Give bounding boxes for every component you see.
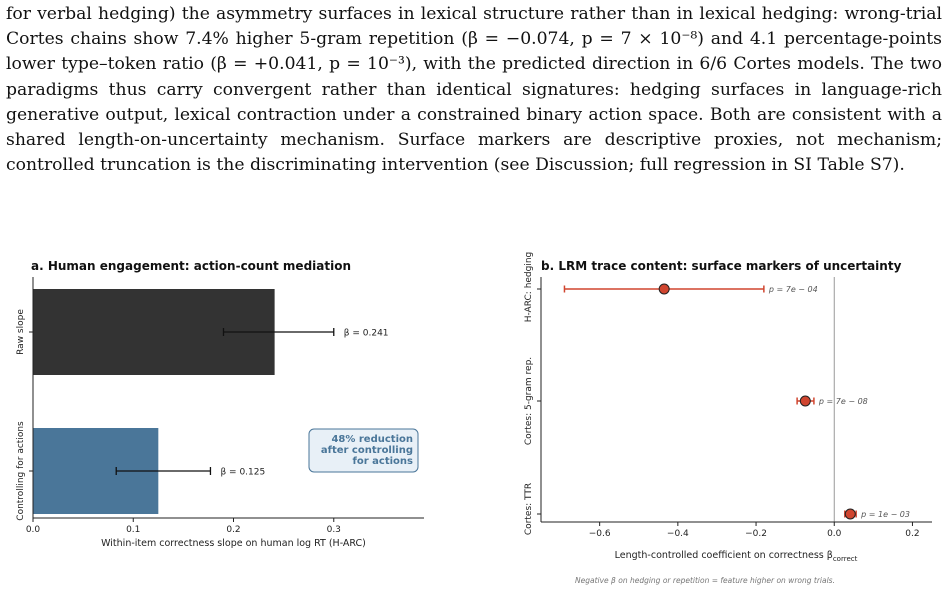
annotation-line-3: for actions: [352, 456, 413, 467]
x-tick-label-1: 0.0: [25, 525, 41, 535]
category-label-2: Cortes: 5-gram rep.: [524, 356, 534, 446]
category-label-3: Cortes: TTR: [524, 482, 534, 536]
x-tick-label-4: 0.0: [827, 529, 842, 539]
point-1: [659, 284, 669, 294]
point-3: [845, 509, 855, 519]
category-label-1: Raw slope: [16, 309, 26, 355]
annotation-line-2: after controlling: [320, 445, 413, 456]
x-tick-label-4: 0.3: [326, 525, 341, 535]
annotation-line-1: 48% reduction: [331, 434, 413, 445]
panel-b-footnote: Negative β on hedging or repetition = feature higher on wrong trials.: [575, 576, 835, 585]
x-tick-label-1: −0.6: [588, 529, 611, 539]
panel-b-title: b. LRM trace content: surface markers of uncertainty: [541, 259, 902, 273]
panel-a: [16, 259, 424, 549]
panel-a-title: a. Human engagement: action-count mediation: [31, 259, 352, 273]
panel-b: [524, 252, 932, 585]
paragraph-text: for verbal hedging) the asymmetry surfaces in lexical structure rather than in lexical hedging: wrong-trial Cortes chains show 7.4% higher 5-gram repetition (β = −0.074, p = 7 × 10⁻⁸) and 4.1 percentage-points lower type–token ratio (β = +0.041, p = 10⁻³), with the predicted direction in 6/6 Cortes models. The two paradigms thus carry convergent rather than identical signatures: hedging surfaces in language-rich generative output, lexical contraction under a constrained binary action space. Both are consistent with a shared length-on-uncertainty mechanism. Surface markers are descriptive proxies, not mechanism; controlled truncation is the discriminating intervention (see Discussion; full regression in SI Table S7).: [6, 4, 942, 176]
point-2: [800, 396, 810, 406]
p-label-2: p = 7e − 08: [818, 397, 868, 406]
x-tick-label-2: −0.4: [666, 529, 689, 539]
bar-label-2: β = 0.125: [220, 467, 266, 478]
category-label-2: Controlling for actions: [16, 421, 26, 521]
x-tick-label-3: −0.2: [745, 529, 767, 539]
p-label-1: p = 7e − 04: [768, 285, 818, 294]
x-axis-label-subscript: correct: [832, 555, 858, 563]
category-label-1: H-ARC: hedging: [524, 251, 534, 323]
x-tick-label-2: 0.1: [126, 525, 141, 535]
bar-label-1: β = 0.241: [343, 328, 389, 339]
p-label-3: p = 1e − 03: [861, 510, 911, 519]
x-axis-label: Within-item correctness slope on human log RT (H-ARC): [101, 538, 366, 549]
x-tick-label-3: 0.2: [226, 525, 241, 535]
x-axis-label: Length-controlled coefficient on correctness $\beta_{correct}$: [614, 550, 858, 563]
x-tick-label-5: 0.2: [905, 529, 920, 539]
